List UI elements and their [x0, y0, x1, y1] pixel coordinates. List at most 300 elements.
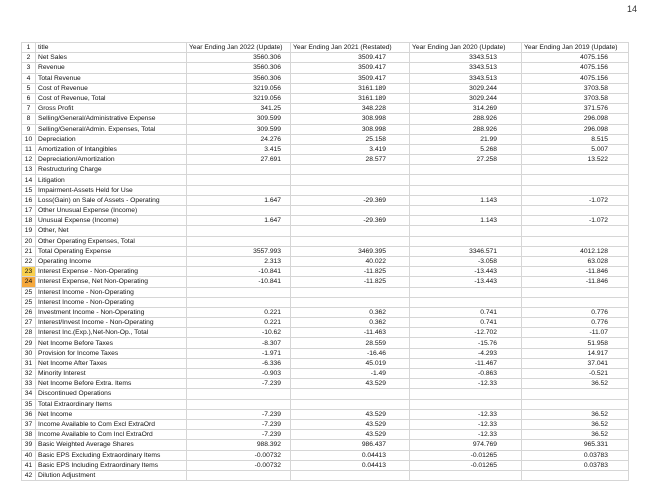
- table-row: [22, 419, 629, 429]
- table-row: [22, 104, 629, 114]
- value-cell[interactable]: 36.52: [522, 419, 629, 429]
- value-cell[interactable]: -8.307: [187, 338, 291, 348]
- value-cell[interactable]: [410, 185, 522, 195]
- row-number[interactable]: 12: [22, 155, 36, 165]
- value-cell[interactable]: 3343.513: [410, 53, 522, 63]
- value-cell[interactable]: -1.072: [522, 216, 629, 226]
- row-number[interactable]: 37: [22, 419, 36, 429]
- row-number[interactable]: 31: [22, 358, 36, 368]
- value-cell[interactable]: -7.239: [187, 409, 291, 419]
- table-row: [22, 369, 629, 379]
- row-title-cell[interactable]: Selling/General/Administrative Expense: [36, 114, 187, 124]
- value-cell[interactable]: [522, 226, 629, 236]
- value-cell[interactable]: -12.33: [410, 379, 522, 389]
- table-row: [22, 165, 629, 175]
- value-cell[interactable]: 3161.189: [291, 93, 410, 103]
- value-cell[interactable]: 0.741: [410, 318, 522, 328]
- value-cell[interactable]: [291, 297, 410, 307]
- value-cell[interactable]: 3560.306: [187, 53, 291, 63]
- table-row: [22, 307, 629, 317]
- row-title-cell[interactable]: Net Sales: [36, 53, 187, 63]
- row-number[interactable]: 23: [22, 267, 36, 277]
- value-cell[interactable]: 4012.128: [522, 246, 629, 256]
- value-cell[interactable]: -10.841: [187, 277, 291, 287]
- row-number[interactable]: 17: [22, 206, 36, 216]
- value-cell[interactable]: [187, 287, 291, 297]
- table-row: [22, 297, 629, 307]
- table-row: [22, 236, 629, 246]
- value-cell[interactable]: -13.443: [410, 277, 522, 287]
- row-title-cell[interactable]: Interest Expense - Non-Operating: [36, 267, 187, 277]
- row-title-cell[interactable]: Depreciation: [36, 134, 187, 144]
- row-title-cell[interactable]: Selling/General/Admin. Expenses, Total: [36, 124, 187, 134]
- row-number[interactable]: 41: [22, 460, 36, 470]
- value-cell[interactable]: 288.926: [410, 114, 522, 124]
- value-cell[interactable]: [410, 399, 522, 409]
- value-cell[interactable]: -12.33: [410, 409, 522, 419]
- value-cell[interactable]: [187, 226, 291, 236]
- row-number[interactable]: 34: [22, 389, 36, 399]
- table-row: [22, 379, 629, 389]
- value-cell[interactable]: -29.369: [291, 216, 410, 226]
- row-title-cell[interactable]: Interest Income - Non-Operating: [36, 287, 187, 297]
- value-cell[interactable]: 3219.056: [187, 83, 291, 93]
- value-cell[interactable]: [522, 206, 629, 216]
- value-cell[interactable]: 1.143: [410, 216, 522, 226]
- value-cell[interactable]: [187, 236, 291, 246]
- value-cell[interactable]: 28.577: [291, 155, 410, 165]
- row-number[interactable]: 5: [22, 83, 36, 93]
- row-number[interactable]: 22: [22, 256, 36, 266]
- value-cell[interactable]: [291, 287, 410, 297]
- row-number[interactable]: 10: [22, 134, 36, 144]
- value-cell[interactable]: 3703.58: [522, 83, 629, 93]
- table-row: [22, 144, 629, 154]
- value-cell[interactable]: 3469.395: [291, 246, 410, 256]
- value-cell[interactable]: -0.00732: [187, 460, 291, 470]
- value-cell[interactable]: -0.521: [522, 369, 629, 379]
- value-cell[interactable]: [187, 165, 291, 175]
- value-cell[interactable]: -16.46: [291, 348, 410, 358]
- row-title-cell[interactable]: Litigation: [36, 175, 187, 185]
- value-cell[interactable]: [291, 236, 410, 246]
- title-column-header-cell[interactable]: title: [36, 43, 187, 53]
- value-cell[interactable]: -15.76: [410, 338, 522, 348]
- value-cell[interactable]: -11.07: [522, 328, 629, 338]
- value-cell[interactable]: 0.221: [187, 307, 291, 317]
- value-cell[interactable]: 0.221: [187, 318, 291, 328]
- value-cell[interactable]: [291, 470, 410, 480]
- value-cell[interactable]: -3.058: [410, 256, 522, 266]
- row-title-cell[interactable]: Net Income: [36, 409, 187, 419]
- value-cell[interactable]: 0.362: [291, 318, 410, 328]
- value-cell[interactable]: -7.239: [187, 419, 291, 429]
- year-column-header-cell[interactable]: Year Ending Jan 2020 (Update): [410, 43, 522, 53]
- row-title-cell[interactable]: Cost of Revenue: [36, 83, 187, 93]
- row-number[interactable]: 2: [22, 53, 36, 63]
- value-cell[interactable]: -13.443: [410, 267, 522, 277]
- value-cell[interactable]: 3219.056: [187, 93, 291, 103]
- value-cell[interactable]: [410, 297, 522, 307]
- value-cell[interactable]: [410, 287, 522, 297]
- row-title-cell[interactable]: Provision for Income Taxes: [36, 348, 187, 358]
- row-title-cell[interactable]: Income Available to Com Incl ExtraOrd: [36, 430, 187, 440]
- value-cell[interactable]: [291, 226, 410, 236]
- value-cell[interactable]: -11.463: [291, 328, 410, 338]
- value-cell[interactable]: 348.228: [291, 104, 410, 114]
- value-cell[interactable]: 45.019: [291, 358, 410, 368]
- table-row: [22, 409, 629, 419]
- value-cell[interactable]: [291, 185, 410, 195]
- table-row: [22, 206, 629, 216]
- value-cell[interactable]: [522, 236, 629, 246]
- table-row: [22, 328, 629, 338]
- row-number[interactable]: 42: [22, 470, 36, 480]
- value-cell[interactable]: 3029.244: [410, 93, 522, 103]
- value-cell[interactable]: 308.998: [291, 114, 410, 124]
- value-cell[interactable]: 0.04413: [291, 450, 410, 460]
- value-cell[interactable]: 0.741: [410, 307, 522, 317]
- value-cell[interactable]: 51.958: [522, 338, 629, 348]
- value-cell[interactable]: [410, 236, 522, 246]
- row-number[interactable]: 39: [22, 440, 36, 450]
- value-cell[interactable]: [187, 297, 291, 307]
- value-cell[interactable]: [187, 185, 291, 195]
- row-title-cell[interactable]: Net Income Before Extra. Items: [36, 379, 187, 389]
- value-cell[interactable]: -11.846: [522, 267, 629, 277]
- row-title-cell[interactable]: Basic EPS Including Extraordinary Items: [36, 460, 187, 470]
- table-row: [22, 53, 629, 63]
- row-number[interactable]: 8: [22, 114, 36, 124]
- row-title-cell[interactable]: Loss(Gain) on Sale of Assets - Operating: [36, 195, 187, 205]
- value-cell[interactable]: [187, 175, 291, 185]
- row-number[interactable]: 26: [22, 307, 36, 317]
- value-cell[interactable]: [187, 389, 291, 399]
- table-row: [22, 450, 629, 460]
- value-cell[interactable]: 4075.156: [522, 63, 629, 73]
- row-number[interactable]: 13: [22, 165, 36, 175]
- table-row: [22, 430, 629, 440]
- value-cell[interactable]: 3343.513: [410, 73, 522, 83]
- table-row: [22, 216, 629, 226]
- row-number[interactable]: 29: [22, 338, 36, 348]
- value-cell[interactable]: 0.362: [291, 307, 410, 317]
- value-cell[interactable]: 3560.306: [187, 63, 291, 73]
- value-cell[interactable]: -11.467: [410, 358, 522, 368]
- row-number[interactable]: 24: [22, 277, 36, 287]
- value-cell[interactable]: 3509.417: [291, 53, 410, 63]
- page-number-indicator: 14: [626, 4, 637, 14]
- value-cell[interactable]: -1.49: [291, 369, 410, 379]
- row-title-cell[interactable]: Other, Net: [36, 226, 187, 236]
- value-cell[interactable]: [291, 389, 410, 399]
- value-cell[interactable]: 965.331: [522, 440, 629, 450]
- row-title-cell[interactable]: Interest Income - Non-Operating: [36, 297, 187, 307]
- value-cell[interactable]: -7.239: [187, 379, 291, 389]
- value-cell[interactable]: [522, 399, 629, 409]
- row-title-cell[interactable]: Interest/Invest Income - Non-Operating: [36, 318, 187, 328]
- value-cell[interactable]: [291, 175, 410, 185]
- value-cell[interactable]: 40.022: [291, 256, 410, 266]
- row-title-cell[interactable]: Total Extraordinary Items: [36, 399, 187, 409]
- row-number[interactable]: 36: [22, 409, 36, 419]
- value-cell[interactable]: -1.072: [522, 195, 629, 205]
- value-cell[interactable]: 309.599: [187, 114, 291, 124]
- value-cell[interactable]: [410, 470, 522, 480]
- value-cell[interactable]: 0.04413: [291, 460, 410, 470]
- value-cell[interactable]: 3509.417: [291, 73, 410, 83]
- value-cell[interactable]: -0.01265: [410, 460, 522, 470]
- value-cell[interactable]: [410, 165, 522, 175]
- value-cell[interactable]: 27.691: [187, 155, 291, 165]
- row-number[interactable]: 33: [22, 379, 36, 389]
- value-cell[interactable]: 43.529: [291, 419, 410, 429]
- table-row: [22, 246, 629, 256]
- value-cell[interactable]: 1.143: [410, 195, 522, 205]
- table-row: [22, 277, 629, 287]
- value-cell[interactable]: -12.33: [410, 430, 522, 440]
- value-cell[interactable]: 0.03783: [522, 450, 629, 460]
- value-cell[interactable]: 314.269: [410, 104, 522, 114]
- table-row: [22, 134, 629, 144]
- value-cell[interactable]: [522, 287, 629, 297]
- value-cell[interactable]: [522, 185, 629, 195]
- table-row: [22, 389, 629, 399]
- value-cell[interactable]: 3703.58: [522, 93, 629, 103]
- row-title-cell[interactable]: Total Operating Expense: [36, 246, 187, 256]
- value-cell[interactable]: 341.25: [187, 104, 291, 114]
- value-cell[interactable]: 3343.513: [410, 63, 522, 73]
- value-cell[interactable]: 13.522: [522, 155, 629, 165]
- row-title-cell[interactable]: Other Unusual Expense (Income): [36, 206, 187, 216]
- row-number[interactable]: 21: [22, 246, 36, 256]
- row-title-cell[interactable]: Income Available to Com Excl ExtraOrd: [36, 419, 187, 429]
- table-row: [22, 114, 629, 124]
- value-cell[interactable]: 988.392: [187, 440, 291, 450]
- value-cell[interactable]: 24.276: [187, 134, 291, 144]
- table-body: [22, 43, 629, 481]
- value-cell[interactable]: -11.846: [522, 277, 629, 287]
- row-number[interactable]: 14: [22, 175, 36, 185]
- value-cell[interactable]: -0.863: [410, 369, 522, 379]
- value-cell[interactable]: 4075.156: [522, 73, 629, 83]
- row-title-cell[interactable]: Operating Income: [36, 256, 187, 266]
- row-title-cell[interactable]: Amortization of Intangibles: [36, 144, 187, 154]
- year-column-header-cell[interactable]: Year Ending Jan 2019 (Update): [522, 43, 629, 53]
- value-cell[interactable]: [291, 206, 410, 216]
- value-cell[interactable]: 2.313: [187, 256, 291, 266]
- value-cell[interactable]: 986.437: [291, 440, 410, 450]
- value-cell[interactable]: 309.599: [187, 124, 291, 134]
- row-title-cell[interactable]: Depreciation/Amortization: [36, 155, 187, 165]
- table-row: [22, 73, 629, 83]
- row-title-cell[interactable]: Total Revenue: [36, 73, 187, 83]
- row-title-cell[interactable]: Unusual Expense (Income): [36, 216, 187, 226]
- value-cell[interactable]: 36.52: [522, 409, 629, 419]
- row-number[interactable]: 38: [22, 430, 36, 440]
- row-title-cell[interactable]: Net Income Before Taxes: [36, 338, 187, 348]
- row-number[interactable]: 3: [22, 63, 36, 73]
- value-cell[interactable]: 37.041: [522, 358, 629, 368]
- row-number[interactable]: 40: [22, 450, 36, 460]
- value-cell[interactable]: 36.52: [522, 430, 629, 440]
- row-title-cell[interactable]: Minority Interest: [36, 369, 187, 379]
- row-number[interactable]: 4: [22, 73, 36, 83]
- value-cell[interactable]: 28.559: [291, 338, 410, 348]
- table-row: [22, 358, 629, 368]
- value-cell[interactable]: -11.825: [291, 267, 410, 277]
- table-row: [22, 267, 629, 277]
- row-title-cell[interactable]: Revenue: [36, 63, 187, 73]
- table-row: [22, 318, 629, 328]
- value-cell[interactable]: 8.515: [522, 134, 629, 144]
- value-cell[interactable]: [410, 389, 522, 399]
- value-cell[interactable]: -29.369: [291, 195, 410, 205]
- table-row: [22, 175, 629, 185]
- value-cell[interactable]: 974.769: [410, 440, 522, 450]
- value-cell[interactable]: 3557.993: [187, 246, 291, 256]
- value-cell[interactable]: 3.419: [291, 144, 410, 154]
- value-cell[interactable]: 1.647: [187, 195, 291, 205]
- value-cell[interactable]: 27.258: [410, 155, 522, 165]
- row-title-cell[interactable]: Basic EPS Excluding Extraordinary Items: [36, 450, 187, 460]
- value-cell[interactable]: 5.007: [522, 144, 629, 154]
- value-cell[interactable]: 371.576: [522, 104, 629, 114]
- income-statement-table: [21, 42, 629, 481]
- year-column-header-cell[interactable]: Year Ending Jan 2022 (Update): [187, 43, 291, 53]
- table-row: [22, 185, 629, 195]
- row-title-cell[interactable]: Basic Weighted Average Shares: [36, 440, 187, 450]
- table-row: [22, 338, 629, 348]
- value-cell[interactable]: -12.33: [410, 419, 522, 429]
- table-row: [22, 348, 629, 358]
- table-row: [22, 63, 629, 73]
- value-cell[interactable]: 63.028: [522, 256, 629, 266]
- value-cell[interactable]: 3.415: [187, 144, 291, 154]
- table-row: [22, 155, 629, 165]
- row-number[interactable]: 9: [22, 124, 36, 134]
- value-cell[interactable]: [410, 226, 522, 236]
- row-number[interactable]: 28: [22, 328, 36, 338]
- value-cell[interactable]: -0.01265: [410, 450, 522, 460]
- value-cell[interactable]: [522, 389, 629, 399]
- table-row: [22, 195, 629, 205]
- value-cell[interactable]: 3346.571: [410, 246, 522, 256]
- value-cell[interactable]: 296.098: [522, 124, 629, 134]
- value-cell[interactable]: -10.841: [187, 267, 291, 277]
- row-number[interactable]: 27: [22, 318, 36, 328]
- value-cell[interactable]: -11.825: [291, 277, 410, 287]
- value-cell[interactable]: [522, 297, 629, 307]
- row-title-cell[interactable]: Other Operating Expenses, Total: [36, 236, 187, 246]
- value-cell[interactable]: [410, 175, 522, 185]
- value-cell[interactable]: 288.926: [410, 124, 522, 134]
- value-cell[interactable]: -0.903: [187, 369, 291, 379]
- table-row: [22, 440, 629, 450]
- value-cell[interactable]: 43.529: [291, 379, 410, 389]
- row-number[interactable]: 25: [22, 287, 36, 297]
- row-number[interactable]: 32: [22, 369, 36, 379]
- row-number[interactable]: 20: [22, 236, 36, 246]
- value-cell[interactable]: [522, 165, 629, 175]
- row-title-cell[interactable]: Gross Profit: [36, 104, 187, 114]
- row-number[interactable]: 30: [22, 348, 36, 358]
- value-cell[interactable]: [522, 175, 629, 185]
- value-cell[interactable]: 21.99: [410, 134, 522, 144]
- value-cell[interactable]: 5.268: [410, 144, 522, 154]
- value-cell[interactable]: 25.158: [291, 134, 410, 144]
- value-cell[interactable]: [291, 165, 410, 175]
- row-number[interactable]: 25: [22, 297, 36, 307]
- value-cell[interactable]: -6.336: [187, 358, 291, 368]
- row-number[interactable]: 19: [22, 226, 36, 236]
- row-number[interactable]: 15: [22, 185, 36, 195]
- value-cell[interactable]: 0.776: [522, 307, 629, 317]
- value-cell[interactable]: -4.293: [410, 348, 522, 358]
- value-cell[interactable]: [187, 470, 291, 480]
- value-cell[interactable]: [187, 399, 291, 409]
- value-cell[interactable]: -0.00732: [187, 450, 291, 460]
- row-title-cell[interactable]: Cost of Revenue, Total: [36, 93, 187, 103]
- row-number[interactable]: 7: [22, 104, 36, 114]
- value-cell[interactable]: 0.776: [522, 318, 629, 328]
- table-row: [22, 124, 629, 134]
- row-title-cell[interactable]: Restructuring Charge: [36, 165, 187, 175]
- row-number[interactable]: 35: [22, 399, 36, 409]
- value-cell[interactable]: 3029.244: [410, 83, 522, 93]
- row-title-cell[interactable]: Interest Expense, Net Non-Operating: [36, 277, 187, 287]
- value-cell[interactable]: [291, 399, 410, 409]
- value-cell[interactable]: -1.971: [187, 348, 291, 358]
- row-number[interactable]: 18: [22, 216, 36, 226]
- value-cell[interactable]: [522, 470, 629, 480]
- row-number[interactable]: 1: [22, 43, 36, 53]
- value-cell[interactable]: 0.03783: [522, 460, 629, 470]
- value-cell[interactable]: 4075.156: [522, 53, 629, 63]
- row-number[interactable]: 16: [22, 195, 36, 205]
- value-cell[interactable]: 296.098: [522, 114, 629, 124]
- row-title-cell[interactable]: Net Income After Taxes: [36, 358, 187, 368]
- table-row: [22, 226, 629, 236]
- value-cell[interactable]: -7.239: [187, 430, 291, 440]
- row-number[interactable]: 11: [22, 144, 36, 154]
- value-cell[interactable]: [410, 206, 522, 216]
- value-cell[interactable]: 14.917: [522, 348, 629, 358]
- row-title-cell[interactable]: Dilution Adjustment: [36, 470, 187, 480]
- value-cell[interactable]: 3161.189: [291, 83, 410, 93]
- row-title-cell[interactable]: Impairment-Assets Held for Use: [36, 185, 187, 195]
- value-cell[interactable]: 43.529: [291, 430, 410, 440]
- row-title-cell[interactable]: Discontinued Operations: [36, 389, 187, 399]
- row-title-cell[interactable]: Interest Inc.(Exp.),Net-Non-Op., Total: [36, 328, 187, 338]
- table-row: [22, 460, 629, 470]
- value-cell[interactable]: -10.62: [187, 328, 291, 338]
- table-row: [22, 399, 629, 409]
- value-cell[interactable]: [187, 206, 291, 216]
- table-row: [22, 83, 629, 93]
- value-cell[interactable]: 1.647: [187, 216, 291, 226]
- row-number[interactable]: 6: [22, 93, 36, 103]
- row-title-cell[interactable]: Investment Income - Non-Operating: [36, 307, 187, 317]
- value-cell[interactable]: 36.52: [522, 379, 629, 389]
- value-cell[interactable]: 308.998: [291, 124, 410, 134]
- value-cell[interactable]: 3509.417: [291, 63, 410, 73]
- value-cell[interactable]: -12.702: [410, 328, 522, 338]
- value-cell[interactable]: 43.529: [291, 409, 410, 419]
- value-cell[interactable]: 3560.306: [187, 73, 291, 83]
- year-column-header-cell[interactable]: Year Ending Jan 2021 (Restated): [291, 43, 410, 53]
- table-row: [22, 43, 629, 53]
